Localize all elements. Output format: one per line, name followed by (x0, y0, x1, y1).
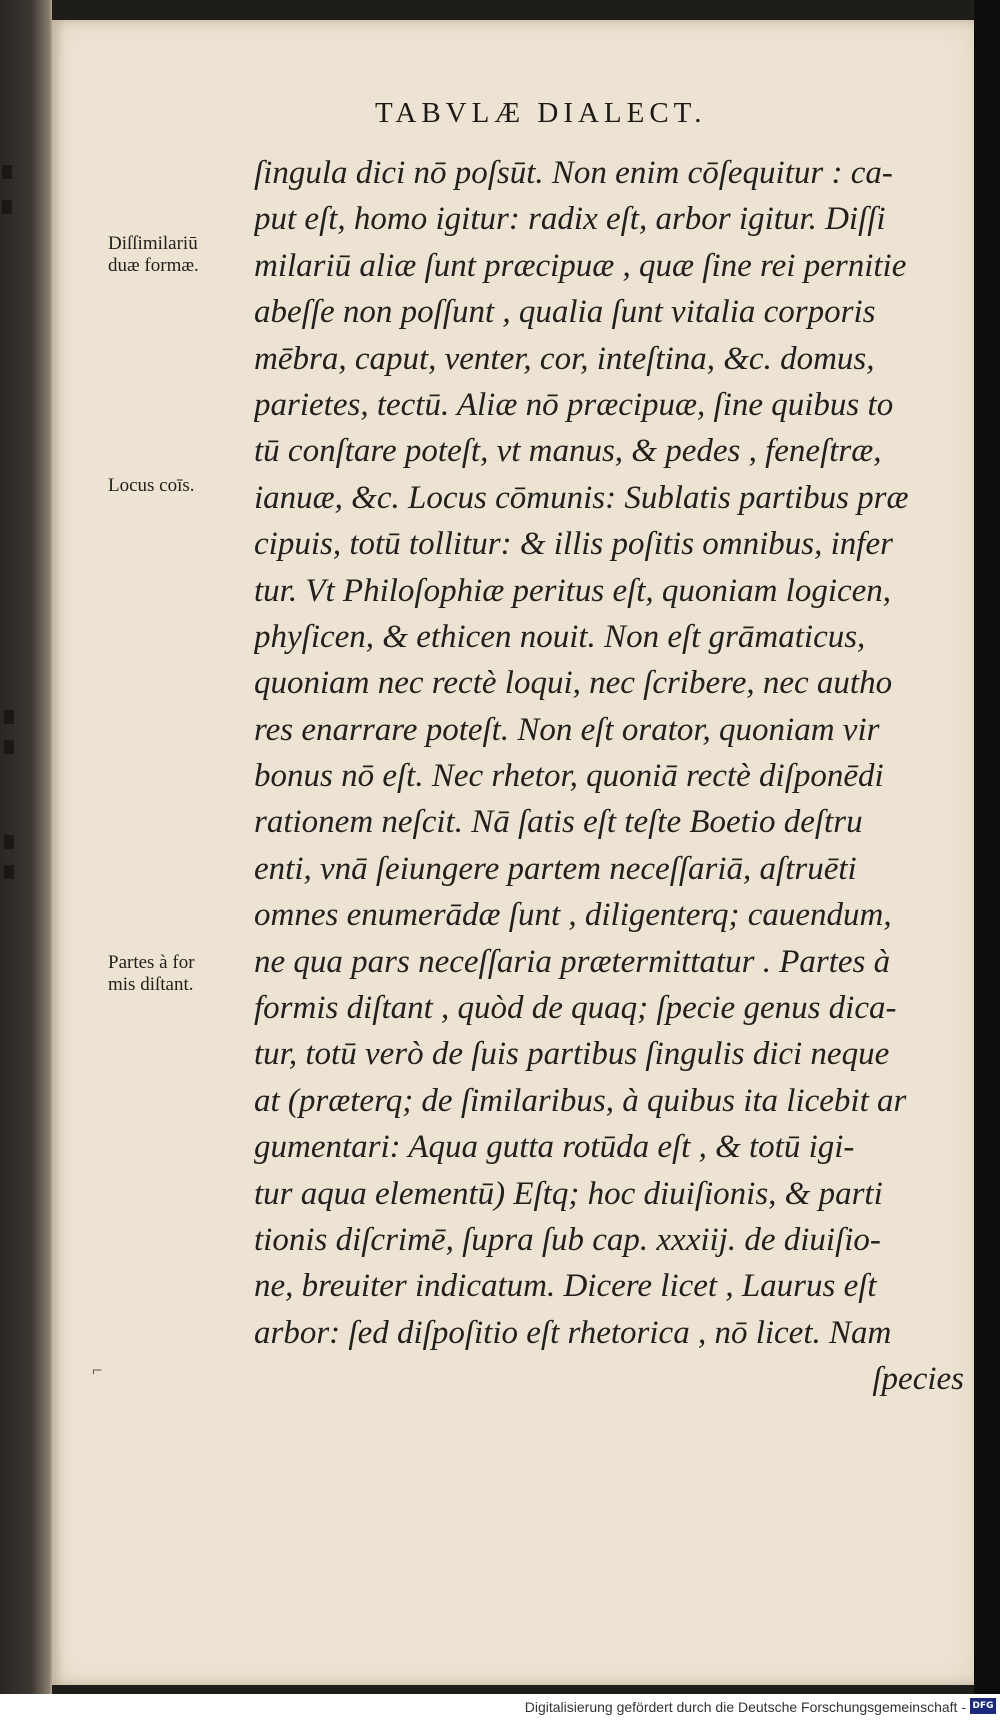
digitization-footer (0, 1694, 1000, 1722)
margin-note-line: duæ formæ. (108, 255, 199, 276)
text-line: milariū aliæ ſunt præcipuæ , quæ ſine rei pernitie (254, 247, 907, 284)
adjacent-page-edge (0, 0, 52, 1722)
margin-note-line: Locus coīs. (108, 475, 195, 496)
text-line: ne, breuiter indicatum. Dicere licet , Laurus eſt (254, 1268, 877, 1305)
margin-note-line: mis diſtant. (108, 974, 194, 995)
margin-note-line: Partes à for (108, 952, 195, 973)
text-line: at (præterq; de ſimilaribus, à quibus ita licebit ar (254, 1082, 907, 1119)
page-mark: ⌐ (92, 1360, 103, 1380)
text-line: mēbra, caput, venter, cor, inteſtina, &c. domus, (254, 340, 875, 377)
text-line: parietes, tectū. Aliæ nō præcipuæ, ſine quibus to (254, 386, 894, 423)
scan-border (974, 0, 1000, 1722)
catchword: ſpecies (872, 1361, 964, 1398)
text-line: tur, totū verò de ſuis partibus ſingulis dici neque (254, 1036, 890, 1073)
text-line: ne qua pars neceſſaria prætermittatur . Partes à (254, 943, 891, 980)
margin-note-line: Diſſimilariū (108, 233, 198, 254)
footer-credit: Digitalisierung gefördert durch die Deutsche Forschungsgemeinschaft - (524, 1699, 966, 1715)
text-line: gumentari: Aqua gutta rotūda eſt , & totū igi- (254, 1129, 855, 1166)
dfg-logo-icon: DFG (970, 1698, 996, 1714)
text-line: tur. Vt Philoſophiæ peritus eſt, quoniam logicen, (254, 572, 892, 609)
text-line: abeſſe non poſſunt , qualia ſunt vitalia corporis (254, 294, 876, 331)
text-line: formis diſtant , quòd de quaq; ſpecie genus dica- (254, 990, 897, 1027)
body-text (254, 150, 974, 1403)
text-line: bonus nō eſt. Nec rhetor, quoniā rectè diſponēdi (254, 758, 884, 795)
text-line: tionis diſcrimē, ſupra ſub cap. xxxiij. de diuiſio- (254, 1221, 881, 1258)
margin-note-partes-a-formis (108, 952, 258, 996)
text-line: res enarrare poteſt. Non eſt orator, quoniam vir (254, 711, 880, 748)
text-line: tur aqua elementū) Eſtq; hoc diuiſionis, & parti (254, 1175, 883, 1212)
text-line: ianuæ, &c. Locus cōmunis: Sublatis partibus præ (254, 479, 909, 516)
text-line: quoniam nec rectè loqui, nec ſcribere, nec autho (254, 665, 893, 702)
text-line: rationem neſcit. Nā ſatis eſt teſte Boetio deſtru (254, 804, 863, 841)
text-line: phyſicen, & ethicen nouit. Non eſt grāmaticus, (254, 618, 866, 655)
margin-note-locus-communis (108, 475, 258, 497)
running-head: TABVLÆ DIALECT. (375, 97, 707, 129)
text-line: cipuis, totū tollitur: & illis poſitis omnibus, infer (254, 526, 893, 563)
text-line: ſingula dici nō poſsūt. Non enim cōſequitur : ca- (254, 155, 893, 191)
text-line: omnes enumerādæ ſunt , diligenterq; cauendum, (254, 897, 892, 934)
margin-note-dissimilarium (108, 233, 258, 277)
text-line: enti, vnā ſeiungere partem neceſſariā, aſtruēti (254, 850, 857, 887)
text-line: put eſt, homo igitur: radix eſt, arbor igitur. Diſſi (254, 201, 886, 238)
text-line: arbor: ſed diſpoſitio eſt rhetorica , nō licet. Nam (254, 1314, 892, 1351)
text-line: tū conſtare poteſt, vt manus, & pedes , feneſtræ, (254, 433, 882, 470)
